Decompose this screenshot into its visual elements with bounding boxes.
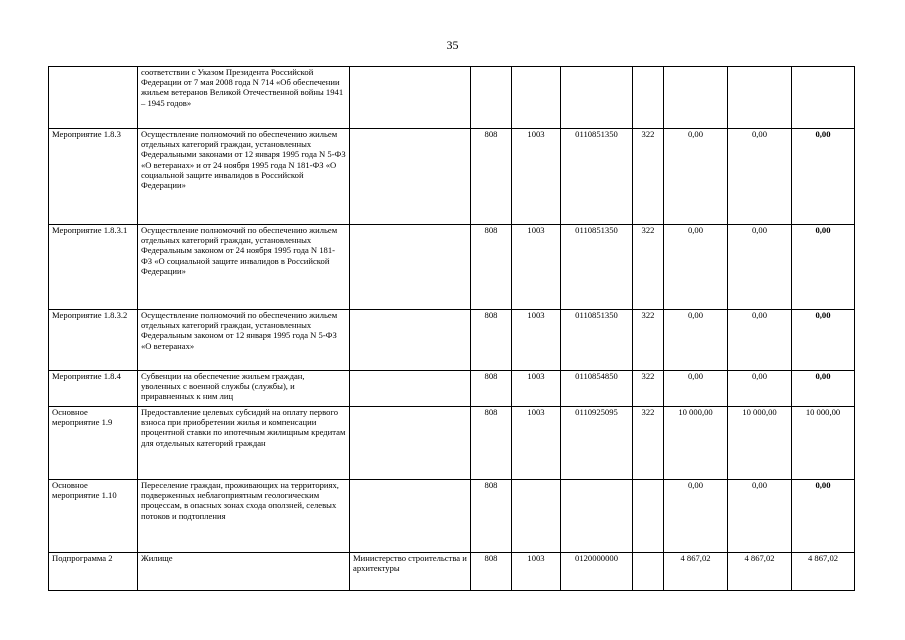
row-grbs-cell: 808 xyxy=(471,371,512,407)
row-vr-cell xyxy=(633,480,664,553)
row-year3-cell: 10 000,00 xyxy=(792,407,855,480)
row-description-cell: Осуществление полномочий по обеспечению жильем отдельных категорий граждан, установленных Федеральными законами от 12 января 1995 года N 5-ФЗ «О ветеранах» и от 24 ноября 1995 года N 181-ФЗ «О социальной защите инвалидов в Российской Федерации» xyxy=(138,129,350,225)
row-description-cell: Осуществление полномочий по обеспечению жильем отдельных категорий граждан, установленных Федеральным законом от 24 ноября 1995 года N 181-ФЗ «О социальной защите инвалидов в Российской Федерации» xyxy=(138,225,350,310)
row-grbs-cell: 808 xyxy=(471,225,512,310)
row-year1-cell: 10 000,00 xyxy=(664,407,728,480)
row-csr-cell: 0110925095 xyxy=(561,407,633,480)
table-row xyxy=(49,67,855,129)
row-year2-cell: 0,00 xyxy=(728,129,792,225)
row-year1-cell: 0,00 xyxy=(664,310,728,371)
row-csr-cell: 0110851350 xyxy=(561,225,633,310)
row-name-cell: Мероприятие 1.8.3.1 xyxy=(49,225,138,310)
row-year1-cell: 4 867,02 xyxy=(664,553,728,591)
row-year2-cell: 0,00 xyxy=(728,371,792,407)
row-name-cell: Основное мероприятие 1.9 xyxy=(49,407,138,480)
row-year2-cell: 0,00 xyxy=(728,225,792,310)
row-vr-cell: 322 xyxy=(633,371,664,407)
row-csr-cell: 0120000000 xyxy=(561,553,633,591)
row-description-cell: соответствии с Указом Президента Российской Федерации от 7 мая 2008 года N 714 «Об обеспечении жильем ветеранов Великой Отечественной войны 1941 – 1945 годов» xyxy=(138,67,350,129)
row-year1-cell: 0,00 xyxy=(664,480,728,553)
row-grbs-cell xyxy=(471,67,512,129)
row-year1-cell xyxy=(664,67,728,129)
row-grbs-cell: 808 xyxy=(471,480,512,553)
row-name-cell: Мероприятие 1.8.3 xyxy=(49,129,138,225)
row-description-cell: Осуществление полномочий по обеспечению жильем отдельных категорий граждан, установленных Федеральным законом от 12 января 1995 года N 5-ФЗ «О ветеранах» xyxy=(138,310,350,371)
table-row xyxy=(49,407,855,480)
row-responsible-cell xyxy=(350,407,471,480)
budget-table xyxy=(48,66,855,591)
row-grbs-cell: 808 xyxy=(471,129,512,225)
table-row xyxy=(49,480,855,553)
table-row xyxy=(49,225,855,310)
row-rzpr-cell: 1003 xyxy=(512,225,561,310)
row-csr-cell: 0110851350 xyxy=(561,129,633,225)
page-number: 35 xyxy=(446,38,459,52)
row-responsible-cell xyxy=(350,129,471,225)
row-responsible-cell xyxy=(350,480,471,553)
row-description-cell: Переселение граждан, проживающих на территориях, подверженных неблагоприятным геологическим процессам, в опасных зонах схода оползней, селевых потоков и подтопления xyxy=(138,480,350,553)
row-vr-cell: 322 xyxy=(633,225,664,310)
row-name-cell xyxy=(49,67,138,129)
row-rzpr-cell: 1003 xyxy=(512,371,561,407)
row-responsible-cell xyxy=(350,310,471,371)
row-year3-cell: 0,00 xyxy=(792,225,855,310)
row-year3-cell: 0,00 xyxy=(792,129,855,225)
table-row xyxy=(49,553,855,591)
row-csr-cell xyxy=(561,480,633,553)
row-rzpr-cell: 1003 xyxy=(512,407,561,480)
row-responsible-cell xyxy=(350,67,471,129)
row-grbs-cell: 808 xyxy=(471,553,512,591)
row-rzpr-cell xyxy=(512,67,561,129)
row-rzpr-cell: 1003 xyxy=(512,129,561,225)
row-vr-cell: 322 xyxy=(633,129,664,225)
row-description-cell: Предоставление целевых субсидий на оплату первого взноса при приобретении жилья и компенсации процентной ставки по ипотечным жилищным кредитам для отдельных категорий граждан xyxy=(138,407,350,480)
row-responsible-cell: Министерство строительства и архитектуры xyxy=(350,553,471,591)
row-year1-cell: 0,00 xyxy=(664,371,728,407)
row-rzpr-cell: 1003 xyxy=(512,310,561,371)
row-grbs-cell: 808 xyxy=(471,310,512,371)
row-year2-cell: 4 867,02 xyxy=(728,553,792,591)
row-responsible-cell xyxy=(350,371,471,407)
table-row xyxy=(49,129,855,225)
row-year1-cell: 0,00 xyxy=(664,129,728,225)
row-vr-cell: 322 xyxy=(633,310,664,371)
row-description-cell: Субвенции на обеспечение жильем граждан, уволенных с военной службы (службы), и приравненных к ним лиц xyxy=(138,371,350,407)
table-row xyxy=(49,310,855,371)
row-year2-cell: 10 000,00 xyxy=(728,407,792,480)
row-csr-cell: 0110854850 xyxy=(561,371,633,407)
row-year3-cell: 0,00 xyxy=(792,371,855,407)
table-row xyxy=(49,371,855,407)
row-year3-cell: 0,00 xyxy=(792,480,855,553)
row-year3-cell: 4 867,02 xyxy=(792,553,855,591)
row-name-cell: Подпрограмма 2 xyxy=(49,553,138,591)
row-name-cell: Мероприятие 1.8.4 xyxy=(49,371,138,407)
row-vr-cell: 322 xyxy=(633,407,664,480)
row-csr-cell xyxy=(561,67,633,129)
row-vr-cell xyxy=(633,553,664,591)
row-vr-cell xyxy=(633,67,664,129)
row-csr-cell: 0110851350 xyxy=(561,310,633,371)
row-responsible-cell xyxy=(350,225,471,310)
row-name-cell: Основное мероприятие 1.10 xyxy=(49,480,138,553)
row-year2-cell xyxy=(728,67,792,129)
row-grbs-cell: 808 xyxy=(471,407,512,480)
row-year2-cell: 0,00 xyxy=(728,480,792,553)
row-year1-cell: 0,00 xyxy=(664,225,728,310)
row-name-cell: Мероприятие 1.8.3.2 xyxy=(49,310,138,371)
row-year3-cell: 0,00 xyxy=(792,310,855,371)
row-description-cell: Жилище xyxy=(138,553,350,591)
row-rzpr-cell xyxy=(512,480,561,553)
row-rzpr-cell: 1003 xyxy=(512,553,561,591)
row-year2-cell: 0,00 xyxy=(728,310,792,371)
row-year3-cell xyxy=(792,67,855,129)
